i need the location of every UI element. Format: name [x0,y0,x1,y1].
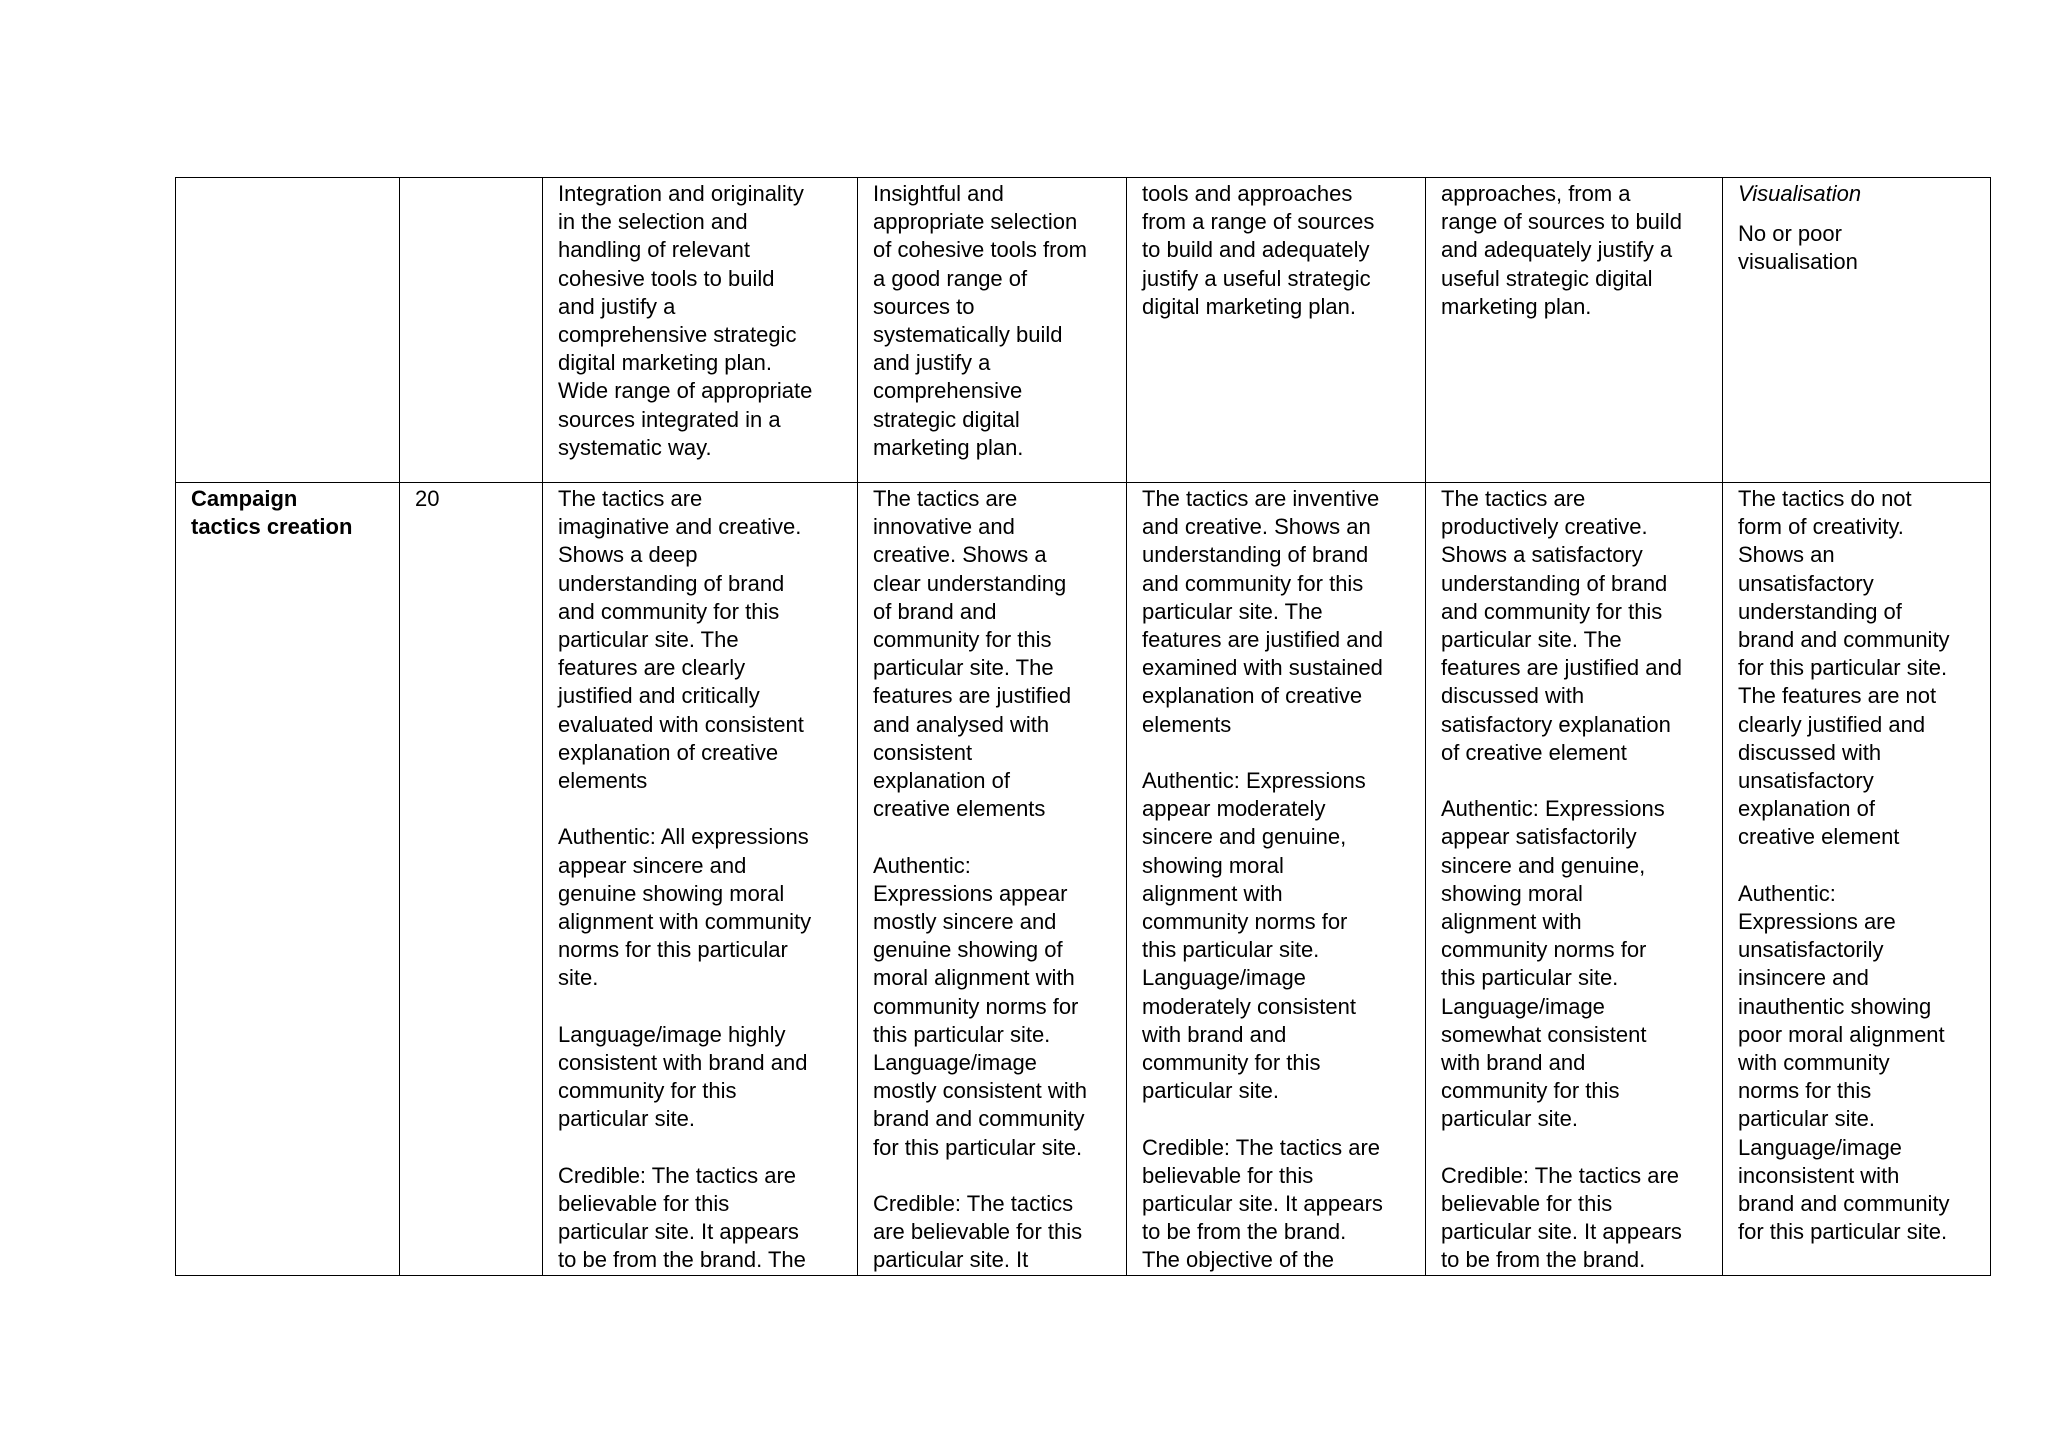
weight-value: 20 [415,486,440,511]
band-5-text: The tactics do not form of creativity. Shows an unsatisfactory understanding of brand and community for this particular site. The features are not clearly justified and discussed with unsatisfactory explanation of creative element Authentic: Expressions are unsatisfactorily insincere and inauthentic showing poor moral alignment with community norms for this particular site. Language/image inconsistent with brand and community for this particular site. [1738,486,1950,1245]
table-row [176,178,1991,483]
weight-cell [400,178,543,483]
criterion-cell [176,178,400,483]
band-5-cell [1723,178,1991,483]
weight-cell [400,483,543,1276]
band-4-text: The tactics are productively creative. Shows a satisfactory understanding of brand and community for this particular site. The features are justified and discussed with satisfactory explanation of creative element Authentic: Expressions appear satisfactorily sincere and genuine, showing moral alignment with community norms for this particular site. Language/image somewhat consistent with brand and community for this particular site. Credible: The tactics are believable for this particular site. It appears to be from the brand. [1441,486,1682,1273]
marking-rubric-table [175,177,1991,1276]
band-2-text: Insightful and appropriate selection of cohesive tools from a good range of sources to systematically build and justify a comprehensive strategic digital marketing plan. [873,181,1087,460]
band-5-cell [1723,483,1991,1276]
criterion-cell [176,483,400,1276]
band-4-cell [1426,178,1723,483]
table-row [176,483,1991,1276]
band-4-cell [1426,483,1723,1276]
band-2-cell [858,483,1127,1276]
band-3-cell [1127,178,1426,483]
band-2-text: The tactics are innovative and creative. Shows a clear understanding of brand and community for this particular site. The features are justified and analysed with consistent explanation of creative elements Authentic: Expressions appear mostly sincere and genuine showing of moral alignment with community norms for this particular site. Language/image mostly consistent with brand and community for this particular site. Credible: The tactics are believable for this particular site. It [873,486,1087,1273]
band-1-text: The tactics are imaginative and creative. Shows a deep understanding of brand and community for this particular site. The features are clearly justified and critically evaluated with consistent explanation of creative elements Authentic: All expressions appear sincere and genuine showing moral alignment with community norms for this particular site. Language/image highly consistent with brand and community for this particular site. Credible: The tactics are believable for this particular site. It appears to be from the brand. The [558,486,812,1273]
band-1-cell [543,483,858,1276]
band-3-text: The tactics are inventive and creative. Shows an understanding of brand and community for this particular site. The features are justified and examined with sustained explanation of creative elements Authentic: Expressions appear moderately sincere and genuine, showing moral alignment with community norms for this particular site. Language/image moderately consistent with brand and community for this particular site. Credible: The tactics are believable for this particular site. It appears to be from the brand. The objective of the [1142,486,1383,1273]
band-5-heading: Visualisation [1738,181,1862,206]
spacer [1738,208,1978,220]
band-1-text: Integration and originality in the selection and handling of relevant cohesive tools to build and justify a comprehensive strategic digital marketing plan. Wide range of appropriate sources integrated in a systematic way. [558,181,813,460]
band-5-text: No or poor visualisation [1738,221,1858,275]
band-4-text: approaches, from a range of sources to build and adequately justify a useful strategic digital marketing plan. [1441,181,1682,319]
band-3-text: tools and approaches from a range of sources to build and adequately justify a useful strategic digital marketing plan. [1142,181,1375,319]
band-1-cell [543,178,858,483]
band-2-cell [858,178,1127,483]
criterion-label: Campaign tactics creation [191,486,353,540]
band-3-cell [1127,483,1426,1276]
